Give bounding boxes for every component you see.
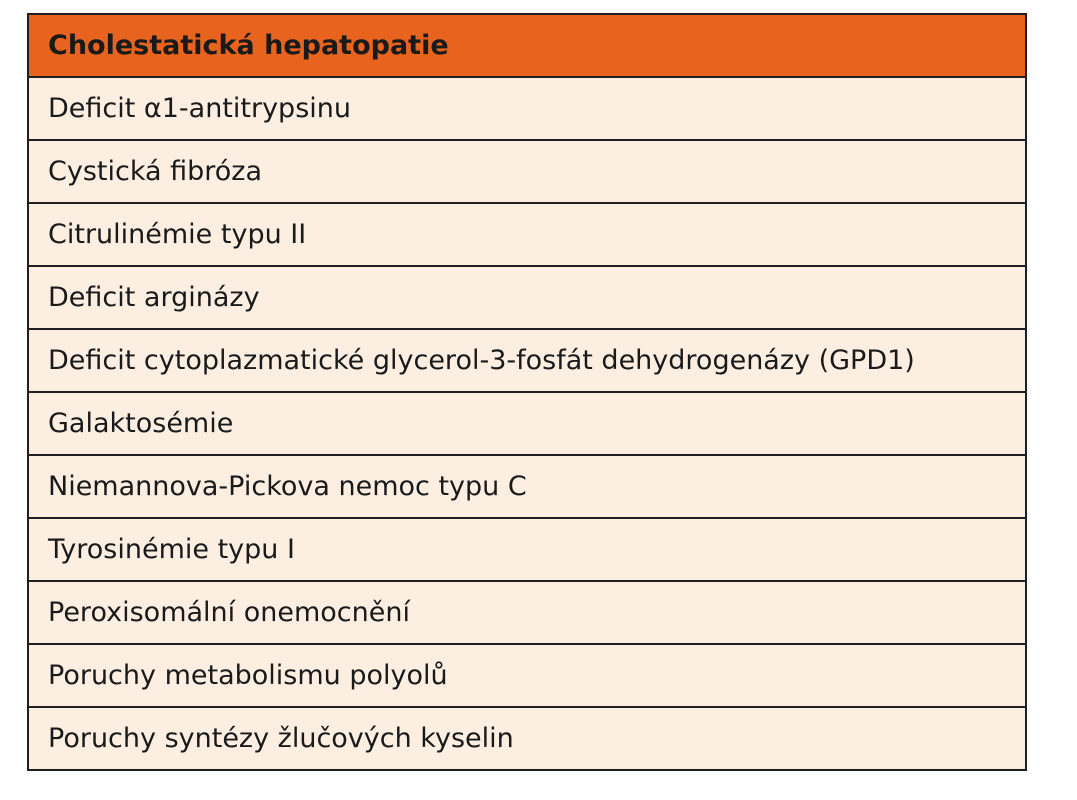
cholestatic-hepatopathy-table (27, 13, 1027, 771)
table-row (28, 581, 1026, 644)
table-cell: Citrulinémie typu II (28, 203, 1026, 266)
table-cell: Niemannova-Pickova nemoc typu C (28, 455, 1026, 518)
table-row (28, 329, 1026, 392)
table-row (28, 455, 1026, 518)
table-cell: Cystická fibróza (28, 140, 1026, 203)
table-row (28, 203, 1026, 266)
disease-table-container (27, 13, 1027, 771)
table-row (28, 707, 1026, 770)
table-row (28, 392, 1026, 455)
table-row (28, 266, 1026, 329)
table-cell: Tyrosinémie typu I (28, 518, 1026, 581)
table-header-row (28, 14, 1026, 77)
table-row (28, 644, 1026, 707)
table-header-cell: Cholestatická hepatopatie (28, 14, 1026, 77)
table-cell: Deficit cytoplazmatické glycerol-3-fosfát dehydrogenázy (GPD1) (28, 329, 1026, 392)
table-cell: Poruchy syntézy žlučových kyselin (28, 707, 1026, 770)
table-row (28, 77, 1026, 140)
table-cell: Deficit arginázy (28, 266, 1026, 329)
table-cell: Poruchy metabolismu polyolů (28, 644, 1026, 707)
table-row (28, 140, 1026, 203)
table-cell: Galaktosémie (28, 392, 1026, 455)
table-cell: Peroxisomální onemocnění (28, 581, 1026, 644)
table-cell: Deficit α1-antitrypsinu (28, 77, 1026, 140)
table-row (28, 518, 1026, 581)
